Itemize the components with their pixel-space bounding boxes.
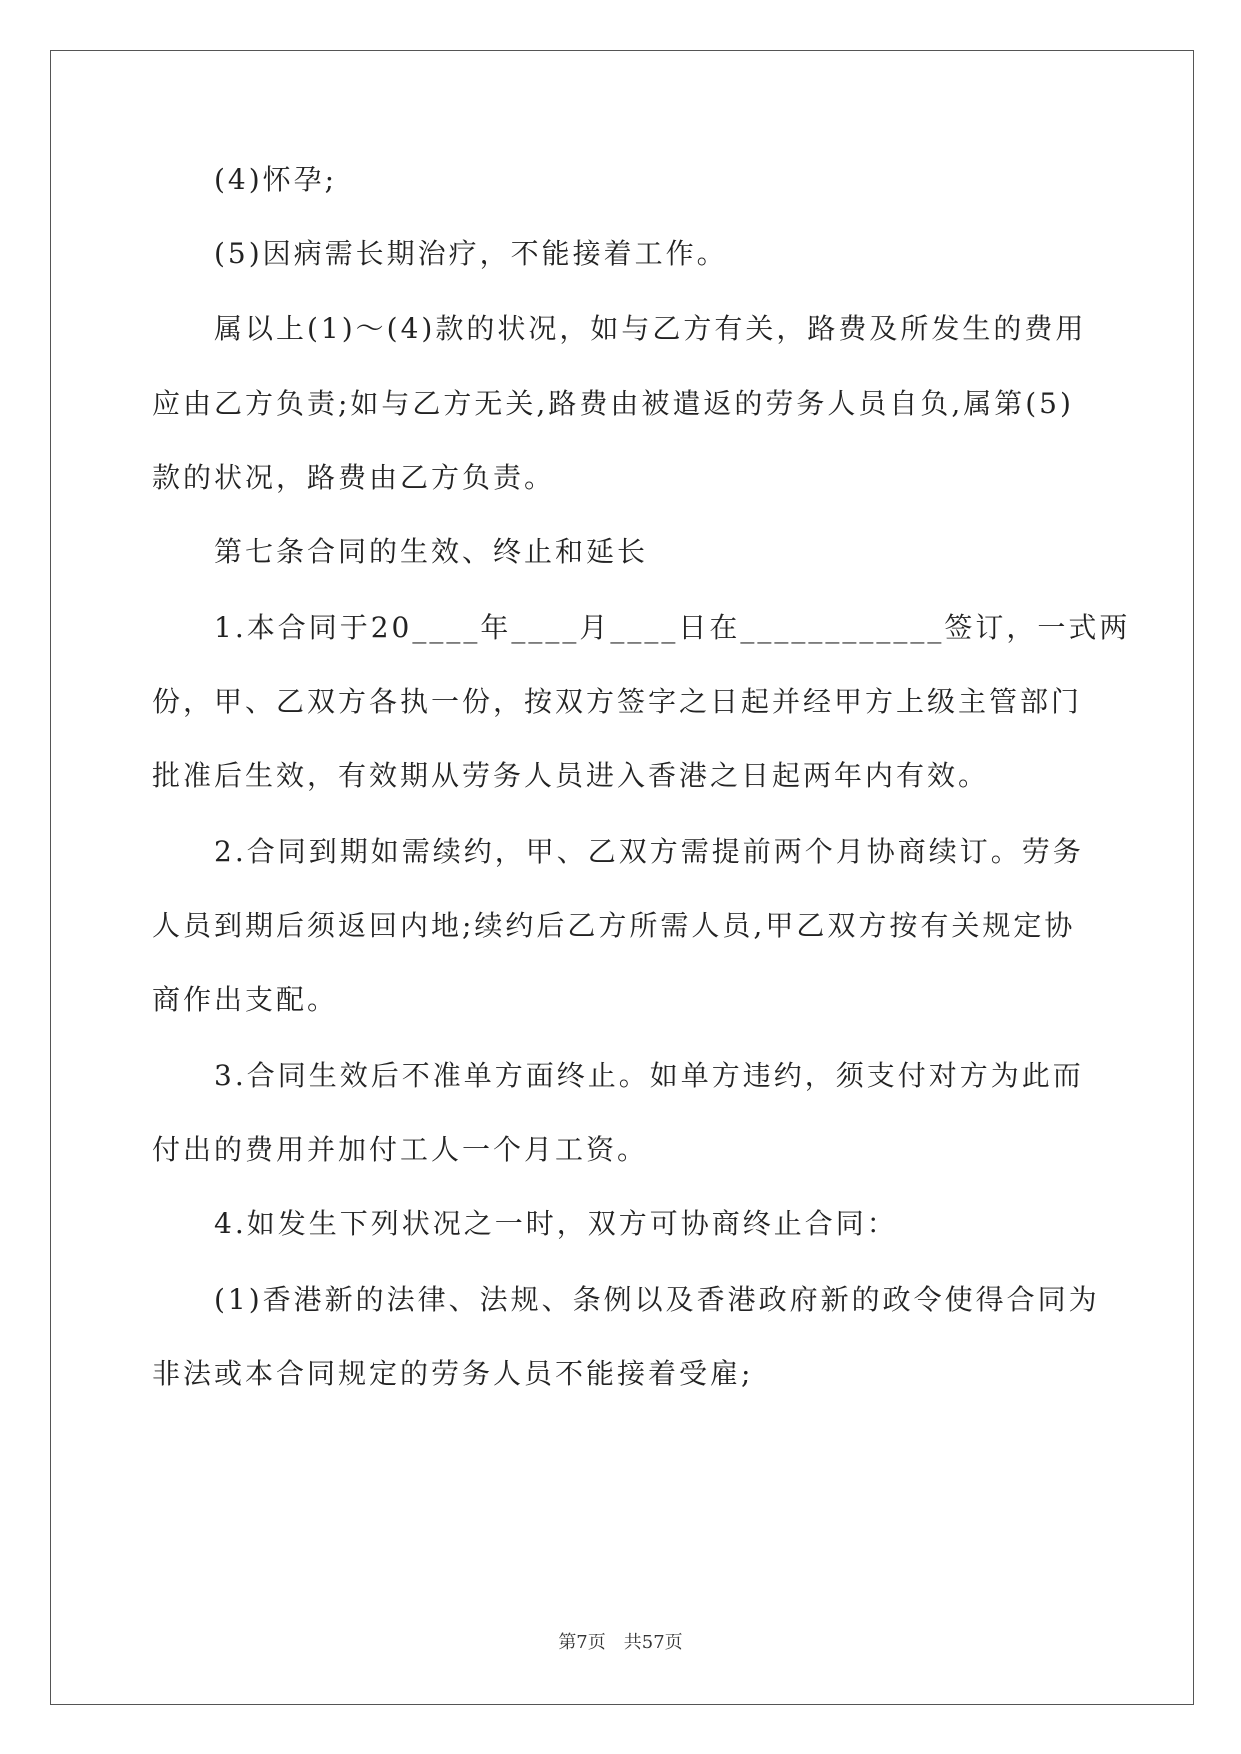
text-line: 批准后生效，有效期从劳务人员进入香港之日起两年内有效。 [152, 759, 990, 792]
total-pages: 共57页 [623, 1632, 683, 1653]
text-line: 4.如发生下列状况之一时，双方可协商终止合同： [214, 1207, 898, 1240]
text-line: 3.合同生效后不准单方面终止。如单方违约，须支付对方为此而 [214, 1059, 1084, 1092]
text-line: 商作出支配。 [152, 983, 339, 1016]
text-line: 第七条合同的生效、终止和延长 [214, 535, 649, 568]
text-line: 1.本合同于20____年____月____日在____________签订，一式两 [214, 611, 1131, 644]
text-line: 2.合同到期如需续约，甲、乙双方需提前两个月协商续订。劳务 [214, 835, 1084, 868]
text-line: (4)怀孕; [214, 163, 338, 196]
text-line: (5)因病需长期治疗，不能接着工作。 [214, 237, 728, 270]
text-line: 应由乙方负责;如与乙方无关,路费由被遣返的劳务人员自负,属第(5) [152, 387, 1074, 420]
text-line: 非法或本合同规定的劳务人员不能接着受雇; [152, 1357, 754, 1390]
text-line: 属以上(1)～(4)款的状况，如与乙方有关，路费及所发生的费用 [214, 312, 1087, 345]
text-line: (1)香港新的法律、法规、条例以及香港政府新的政令使得合同为 [214, 1283, 1100, 1316]
page-footer [0, 1628, 1241, 1654]
text-line: 份，甲、乙双方各执一份，按双方签字之日起并经甲方上级主管部门 [152, 685, 1083, 718]
page-number: 第7页 [558, 1632, 606, 1653]
text-line: 付出的费用并加付工人一个月工资。 [152, 1133, 649, 1166]
text-line: 款的状况，路费由乙方负责。 [152, 461, 556, 494]
page-border [50, 50, 1194, 1705]
text-line: 人员到期后须返回内地;续约后乙方所需人员,甲乙双方按有关规定协 [152, 909, 1076, 942]
